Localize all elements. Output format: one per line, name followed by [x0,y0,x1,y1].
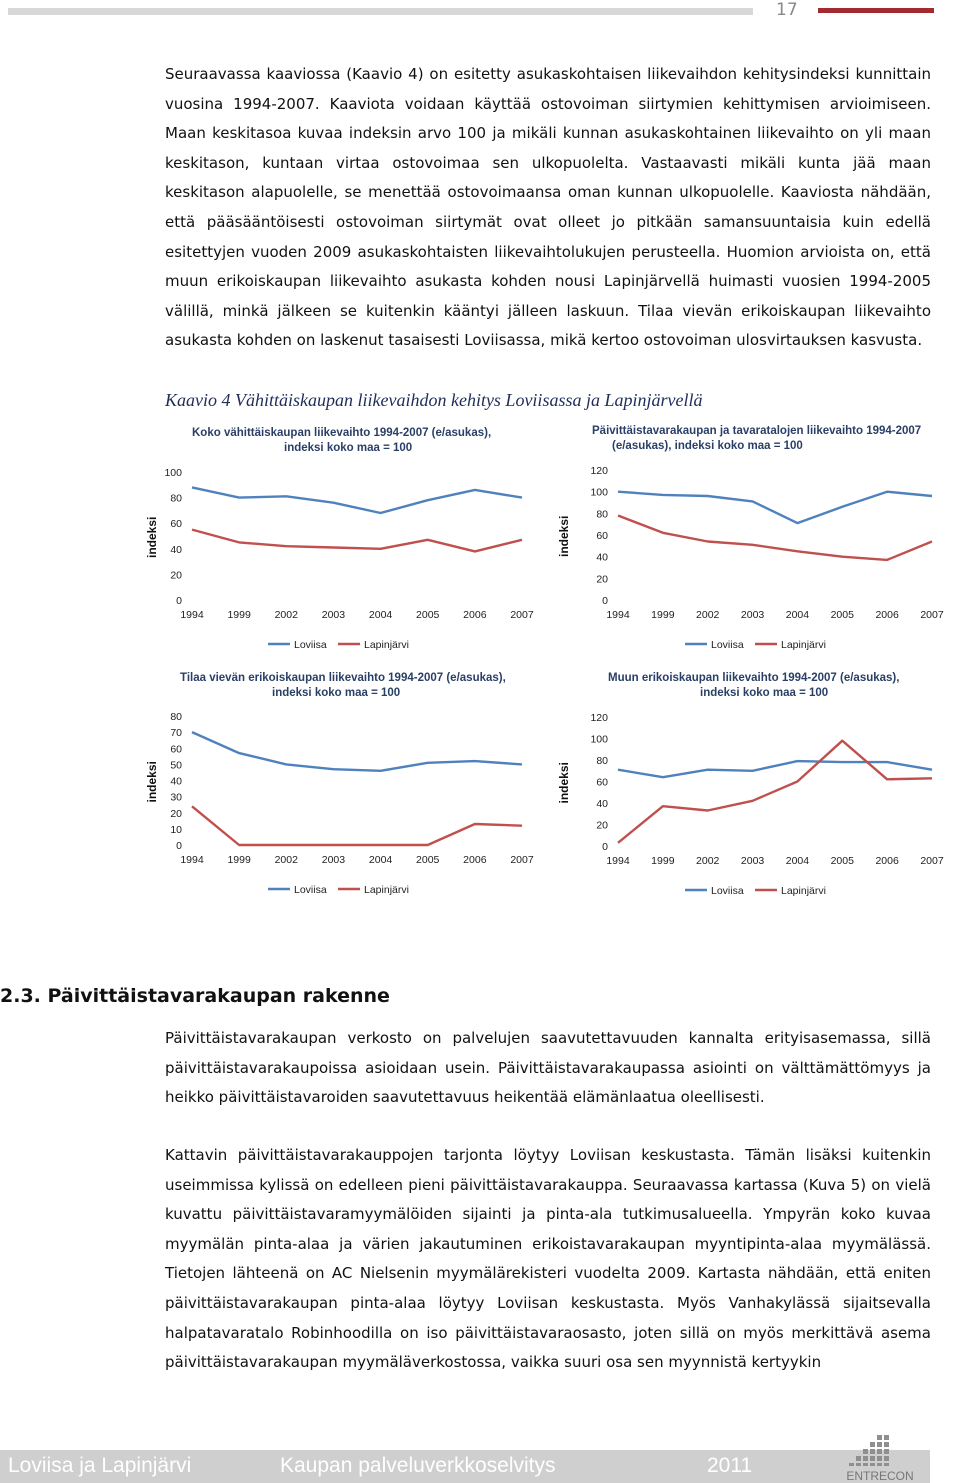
x-tick-label: 2002 [274,854,298,866]
y-tick-label: 80 [170,492,182,505]
series-line-loviisa [192,487,522,513]
y-tick-label: 40 [170,775,182,788]
y-tick-label: 30 [170,791,182,804]
header-accent-rule [818,8,934,13]
chart-title-line: Koko vähittäiskaupan liikevaihto 1994-2007 (e/asukas), [192,427,492,439]
x-tick-label: 2005 [830,855,854,867]
chart-title-line: indeksi koko maa = 100 [284,442,413,454]
y-axis-label: indeksi [145,761,159,803]
footer-year: 2011 [707,1454,753,1477]
x-tick-label: 2006 [463,854,487,866]
legend-label: Lapinjärvi [781,885,826,897]
y-tick-label: 40 [596,798,608,810]
chart-other-specialty [550,665,960,900]
y-tick-label: 100 [164,467,182,479]
page-number: 17 [776,0,798,20]
footer-report-title: Kaupan palveluverkkoselvitys [280,1454,556,1477]
x-tick-label: 1999 [651,609,675,621]
series-line-loviisa [618,761,932,777]
x-tick-label: 1999 [651,855,675,867]
y-tick-label: 20 [170,569,182,582]
y-tick-label: 0 [602,595,608,607]
x-tick-label: 2004 [368,609,393,621]
legend-label: Loviisa [294,639,327,651]
y-tick-label: 20 [596,573,608,586]
chart-grocery [550,420,960,660]
y-tick-label: 80 [596,508,608,521]
legend-label: Lapinjärvi [364,639,409,651]
y-tick-label: 70 [170,727,182,740]
x-tick-label: 1994 [180,609,204,621]
x-tick-label: 2004 [368,854,393,866]
x-tick-label: 1999 [227,609,251,621]
chart-title-line: (e/asukas), indeksi koko maa = 100 [612,440,803,452]
chart-title-line: indeksi koko maa = 100 [700,687,829,699]
y-tick-label: 0 [176,595,182,607]
x-tick-label: 2007 [920,855,944,867]
y-tick-label: 0 [602,841,608,853]
paragraph-grocery-network: Päivittäistavarakaupan verkosto on palvelujen saavutettavuuden kannalta erityisasemassa, sillä päivittäistavarakaupoissa asioidaan usein. Päivittäistavarakaupassa asiointi on välttämättömyys ja heikko päivittäistavaroiden saavutettavuus heikentää elämänlaatua oleellisesti. [165,1029,931,1107]
chart-title-line: Päivittäistavarakaupan ja tavaratalojen liikevaihto 1994-2007 [592,425,922,437]
y-tick-label: 120 [590,465,608,477]
y-tick-label: 60 [170,518,182,531]
legend-label: Lapinjärvi [781,639,826,651]
x-tick-label: 1999 [227,854,251,866]
figure-caption: Kaavio 4 Vähittäiskaupan liikevaihdon kehitys Loviisassa ja Lapinjärvellä [165,390,703,410]
x-tick-label: 2006 [875,855,899,867]
intro-paragraph: Seuraavassa kaaviossa (Kaavio 4) on esitetty asukaskohtaisen liikevaihdon kehitysindeksi kunnittain vuosina 1994-2007. Kaaviota voidaan käyttää ostovoiman siirtymien kehittymisen arvioimiseen. Maan keskitasoa kuvaa indeksin arvo 100 ja mikäli kunnan asukaskohtainen liikevaihto on yli maan keskitason, kuntaan virtaa ostovoimaa sen ulkopuolelta. Vastaavasti mikäli kunta jää maan keskitason alapuolelle, se menettää ostovoimaansa oman kunnan ulkopuolelle. Kaaviosta nähdään, että pääsääntöisesti ostovoiman siirtymät ovat olleet jo pitkään samansuuntaisia kuin edellä esitettyjen vuoden 2009 asukaskohtaisten liikevaihtolukujen perusteella. Huomion arvioista on, että muun erikoiskaupan liikevaihto asukasta kohden nousi Lapinjärvellä huimasti vuosien 1994-2005 välillä, minkä jälkeen se kuitenkin kääntyi jälleen laskuun. Tilaa vievän erikoiskaupan liikevaihto asukasta kohden on laskenut tasaisesti Loviisassa, mikä kertoo ostovoiman ulosvirtauksen kasvusta. [165,65,931,350]
x-tick-label: 1994 [606,609,630,621]
y-tick-label: 60 [596,776,608,789]
series-line-lapinjarvi [192,806,522,845]
x-tick-label: 2005 [830,609,854,621]
legend-label: Loviisa [711,639,744,651]
y-tick-label: 60 [170,743,182,756]
footer-municipalities: Loviisa ja Lapinjärvi [8,1454,192,1477]
y-axis-label: indeksi [557,515,571,557]
page-footer [0,1426,960,1483]
y-tick-label: 100 [590,486,608,499]
legend-label: Loviisa [294,884,327,896]
x-tick-label: 2002 [696,855,720,867]
x-tick-label: 2003 [321,609,346,621]
y-tick-label: 100 [590,733,608,746]
series-line-loviisa [192,732,522,771]
y-tick-label: 0 [176,840,182,852]
x-tick-label: 2003 [740,855,765,867]
y-tick-label: 80 [170,711,182,723]
legend-label: Loviisa [711,885,744,897]
x-tick-label: 2004 [785,855,810,867]
y-tick-label: 50 [170,759,182,772]
x-tick-label: 2005 [416,854,440,866]
x-tick-label: 2003 [740,609,765,621]
x-tick-label: 2007 [920,609,944,621]
entrecon-logo [830,1434,930,1483]
series-line-loviisa [618,492,932,523]
y-tick-label: 10 [170,823,182,836]
x-tick-label: 2007 [510,609,534,621]
paragraph-grocery-supply: Kattavin päivittäistavarakauppojen tarjonta löytyy Loviisan keskustasta. Tämän lisäksi kuitenkin useimmissa kylissä on edelleen pieni päivittäistavarakauppa. Seuraavassa kartassa (Kuva 5) on vielä kuvattu päivittäistavaramyymälöiden sijainti ja pinta-ala tutkimusalueella. Ympyrän koko kuvaa myymälän pinta-alaa ja värien jakautuminen erikoistavarakaupan myyntipinta-alaa myymälässä. Tietojen lähteenä on AC Nielsenin myymälärekisteri vuodelta 2009. Kartasta nähdään, että eniten päivittäistavarakaupan pinta-alaa löytyy Loviisan keskustasta. Myös Vanhakylässä sijaitsevalla halpatavaratalo Robinhoodilla on iso päivittäistavaraosasto, joten sillä on myös merkittävä asema päivittäistavarakaupan myymäläverkostossa, vaikka suuri osa sen myynnistä kertyykin [165,1146,931,1372]
x-tick-label: 2006 [875,609,899,621]
y-axis-label: indeksi [145,516,159,558]
header-rule [8,8,753,15]
x-tick-label: 2002 [274,609,298,621]
chart-total-retail [140,420,550,660]
y-tick-label: 80 [596,755,608,767]
x-tick-label: 2003 [321,854,346,866]
series-line-lapinjarvi [618,516,932,560]
y-tick-label: 60 [596,530,608,542]
x-tick-label: 1994 [606,855,630,867]
x-tick-label: 2007 [510,854,534,866]
x-tick-label: 2005 [416,609,440,621]
chart-title-line: Muun erikoiskaupan liikevaihto 1994-2007 (e/asukas), [608,672,900,684]
y-tick-label: 20 [596,819,608,832]
x-tick-label: 2004 [785,609,810,621]
chart-title-line: Tilaa vievän erikoiskaupan liikevaihto 1994-2007 (e/asukas), [180,672,506,684]
y-tick-label: 40 [170,543,182,556]
y-tick-label: 120 [590,712,608,724]
x-tick-label: 1994 [180,854,204,866]
chart-space-consuming [140,665,550,900]
section-heading: 2.3. Päivittäistavarakaupan rakenne [0,985,390,1007]
legend-label: Lapinjärvi [364,884,409,896]
x-tick-label: 2006 [463,609,487,621]
y-tick-label: 40 [596,551,608,564]
y-tick-label: 20 [170,807,182,820]
series-line-lapinjarvi [192,530,522,552]
x-tick-label: 2002 [696,609,720,621]
series-line-lapinjarvi [618,741,932,843]
chart-title-line: indeksi koko maa = 100 [272,687,401,699]
logo-wordmark: ENTRECON [846,1469,914,1483]
y-axis-label: indeksi [557,762,571,804]
